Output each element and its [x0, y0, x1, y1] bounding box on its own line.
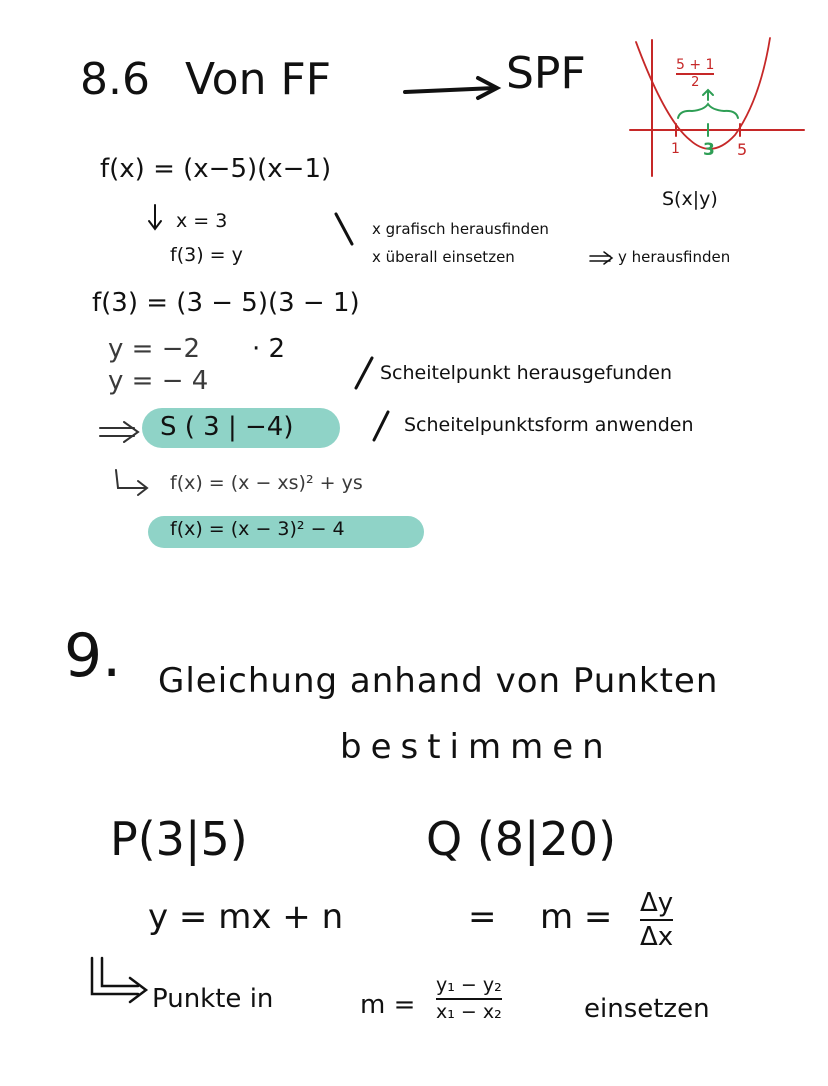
vertex-point: S ( 3 | −4) — [160, 412, 294, 442]
slash-divider-1 — [336, 214, 352, 244]
section-number-8-6: 8.6 — [80, 54, 150, 105]
implies-arrow-small-icon — [590, 252, 612, 264]
implies-arrow-icon — [100, 422, 138, 442]
double-hooked-arrow-icon — [92, 958, 146, 1002]
green-brace — [678, 104, 738, 118]
graph-label-1: 1 — [671, 141, 680, 157]
point-Q: Q (8|20) — [426, 812, 617, 866]
section-title-from: Von FF — [185, 54, 332, 105]
equation-equals: = — [468, 897, 497, 937]
note-ueberall: x überall einsetzen — [372, 248, 515, 266]
section-number-9: 9. — [64, 621, 122, 691]
vertex-form-result: f(x) = (x − 3)² − 4 — [170, 518, 345, 540]
graph-label-3: 3 — [703, 140, 715, 160]
parabola-graph — [630, 38, 804, 176]
note-scheitelpunkt-found: Scheitelpunkt herausgefunden — [380, 362, 673, 384]
down-arrow-icon — [149, 205, 161, 229]
step-f3-equals-y: f(3) = y — [170, 244, 243, 266]
graph-frac-den: 2 — [691, 74, 700, 90]
vertex-form-general: f(x) = (x − xs)² + ys — [170, 472, 363, 494]
arrow-right-icon — [405, 78, 497, 98]
slope-delta-y: Δy — [640, 888, 674, 918]
hooked-arrow-icon — [116, 470, 147, 495]
y-result: y = − 4 — [108, 366, 209, 396]
section-title-to: SPF — [506, 48, 586, 99]
slope-fraction-delta — [640, 890, 673, 950]
slope-delta-bar — [640, 919, 673, 921]
step-x-equals: x = 3 — [176, 210, 228, 232]
parabola-curve — [636, 38, 770, 149]
slope-m-equals: m = — [540, 897, 613, 937]
section-9-title-line2: bestimmen — [340, 727, 613, 767]
note-scheitelpunktsform: Scheitelpunktsform anwenden — [404, 414, 694, 436]
linear-equation: y = mx + n — [148, 897, 344, 937]
graph-label-5: 5 — [737, 140, 748, 159]
slope-numerator: y₁ − y₂ — [436, 974, 502, 996]
slope-fraction-coords — [436, 976, 502, 1022]
slope-m-equals-2: m = — [360, 990, 416, 1020]
slash-divider-3 — [374, 412, 388, 440]
slash-divider-2 — [356, 358, 372, 388]
note-y-herausfinden: y herausfinden — [618, 248, 731, 266]
function-factored: f(x) = (x−5)(x−1) — [100, 154, 332, 184]
point-P: P(3|5) — [110, 812, 248, 866]
slope-coords-bar — [436, 998, 502, 1000]
green-arrow-down — [703, 90, 713, 100]
graph-fraction — [676, 58, 714, 89]
slope-delta-x: Δx — [640, 922, 674, 952]
section-9-title-line1: Gleichung anhand von Punkten — [158, 661, 719, 701]
y-product-right: · 2 — [252, 334, 286, 364]
graph-vertex-label: S(x|y) — [662, 188, 718, 210]
note-grafisch: x grafisch herausfinden — [372, 220, 549, 238]
points-in-label: Punkte in — [152, 984, 274, 1014]
slope-denominator: x₁ − x₂ — [436, 1001, 502, 1023]
y-product-left: y = −2 — [108, 334, 201, 364]
function-at-3: f(3) = (3 − 5)(3 − 1) — [92, 288, 360, 318]
einsetzen-label: einsetzen — [584, 994, 710, 1024]
graph-frac-num: 5 + 1 — [676, 57, 715, 73]
